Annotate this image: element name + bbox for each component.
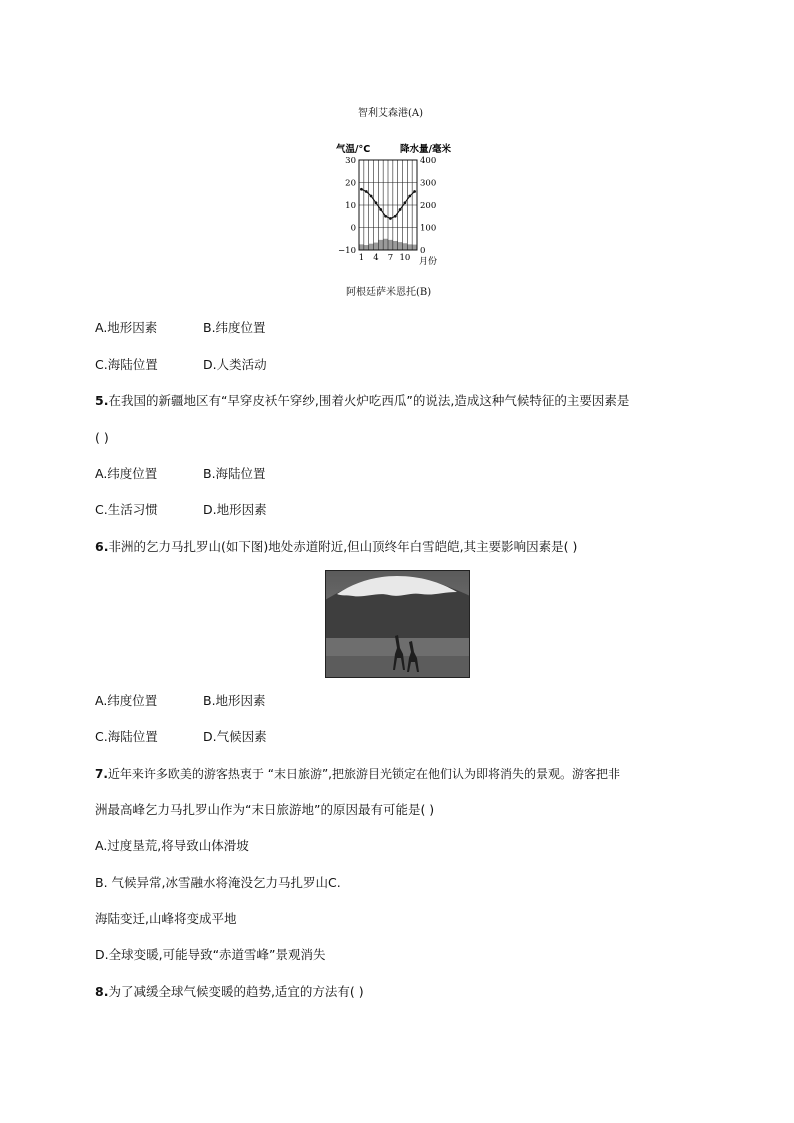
precip-bar	[364, 245, 369, 250]
precip-bar	[359, 244, 364, 250]
y-left-tick-label: 10	[345, 201, 356, 211]
kilimanjaro-photo	[325, 570, 470, 678]
q7-option-a: A.过度垦荒,将导致山体滑坡	[95, 838, 249, 853]
q6-number: 6.	[95, 539, 109, 554]
temperature-point	[413, 190, 416, 193]
q5-text: 在我国的新疆地区有“早穿皮袄午穿纱,围着火炉吃西瓜”的说法,造成这种气候特征的主要因素是	[108, 393, 630, 408]
q7-stem-line1	[95, 766, 620, 782]
q6-option-d: D.气候因素	[203, 729, 267, 744]
temperature-point	[389, 217, 392, 220]
q8-text: 为了减缓全球气候变暖的趋势,适宜的方法有( )	[108, 984, 364, 999]
temperature-point	[399, 208, 402, 211]
precip-bar	[383, 239, 388, 250]
q8-stem	[95, 984, 364, 1000]
q7-option-b: B. 气候异常,冰雪融水将淹没乞力马扎罗山C.	[95, 875, 341, 890]
temperature-point	[365, 190, 368, 193]
x-tick-label: 4	[373, 253, 379, 263]
x-axis-title: 月份	[419, 257, 438, 267]
temperature-point	[379, 208, 382, 211]
precip-bar	[412, 245, 417, 250]
precip-bar	[378, 240, 383, 250]
y-left-tick-label: 0	[350, 223, 356, 234]
q7-text1: 近年来许多欧美的游客热衷于 “末日旅游”,把旅游目光锁定在他们认为即将消失的景观。游客把非	[107, 767, 620, 781]
x-tick-label: 7	[387, 253, 394, 263]
precip-bar	[393, 241, 398, 250]
q4-option-a: A.地形因素	[95, 320, 158, 335]
precip-bar	[374, 243, 379, 250]
y-right-tick-label: 0	[420, 246, 426, 256]
q5-option-d: D.地形因素	[203, 502, 267, 517]
q7-stem-line2: 洲最高峰乞力马扎罗山作为“末日旅游地”的原因最有可能是( )	[95, 802, 435, 817]
temperature-point	[394, 215, 397, 218]
q8-number: 8.	[95, 984, 109, 999]
x-tick-label: 1	[358, 253, 365, 263]
climate-chart	[334, 140, 464, 270]
temperature-point	[408, 195, 411, 198]
q7-option-c: 海陆变迁,山峰将变成平地	[95, 911, 237, 926]
q5-stem	[95, 393, 629, 409]
temperature-point	[384, 215, 387, 218]
chart-bottom-caption: 阿根廷萨米恩托(B)	[346, 287, 432, 298]
precip-bar	[398, 242, 403, 250]
q4-option-c: C.海陆位置	[95, 357, 158, 372]
precip-bar	[369, 244, 374, 250]
temperature-point	[360, 188, 363, 191]
q5-answer-blank: ( )	[95, 430, 109, 445]
q5-option-a: A.纬度位置	[95, 466, 158, 481]
precip-bar	[388, 240, 393, 250]
q5-option-c: C.生活习惯	[95, 502, 158, 517]
q6-text: 非洲的乞力马扎罗山(如下图)地处赤道附近,但山顶终年白雪皑皑,其主要影响因素是( )	[108, 539, 578, 554]
q7-option-d: D.全球变暖,可能导致“赤道雪峰”景观消失	[95, 947, 326, 962]
q6-option-b: B.地形因素	[203, 693, 266, 708]
x-tick-label: 10	[399, 253, 411, 263]
q6-stem	[95, 539, 577, 555]
y-left-tick-label: 30	[345, 156, 356, 166]
y-right-tick-label: 400	[420, 156, 437, 166]
q5-option-b: B.海陆位置	[203, 466, 266, 481]
precip-bar	[407, 244, 412, 250]
q5-number: 5.	[95, 393, 109, 408]
y-left-axis-title: 气温/°C	[336, 144, 371, 155]
q6-option-a: A.纬度位置	[95, 693, 158, 708]
temperature-point	[375, 201, 378, 204]
temperature-point	[404, 201, 407, 204]
y-right-axis-title: 降水量/毫米	[400, 144, 451, 155]
q4-option-b: B.纬度位置	[203, 320, 266, 335]
y-left-tick-label: −10	[338, 246, 356, 256]
y-right-tick-label: 100	[420, 223, 437, 234]
y-left-tick-label: 20	[345, 178, 356, 189]
q6-option-c: C.海陆位置	[95, 729, 158, 744]
y-right-tick-label: 200	[420, 201, 437, 211]
q4-option-d: D.人类活动	[203, 357, 267, 372]
precip-bar	[403, 243, 408, 250]
temperature-point	[370, 195, 373, 198]
q7-number: 7.	[95, 767, 108, 781]
chart-top-caption: 智利艾森港(A)	[358, 108, 424, 119]
y-right-tick-label: 300	[420, 178, 437, 189]
